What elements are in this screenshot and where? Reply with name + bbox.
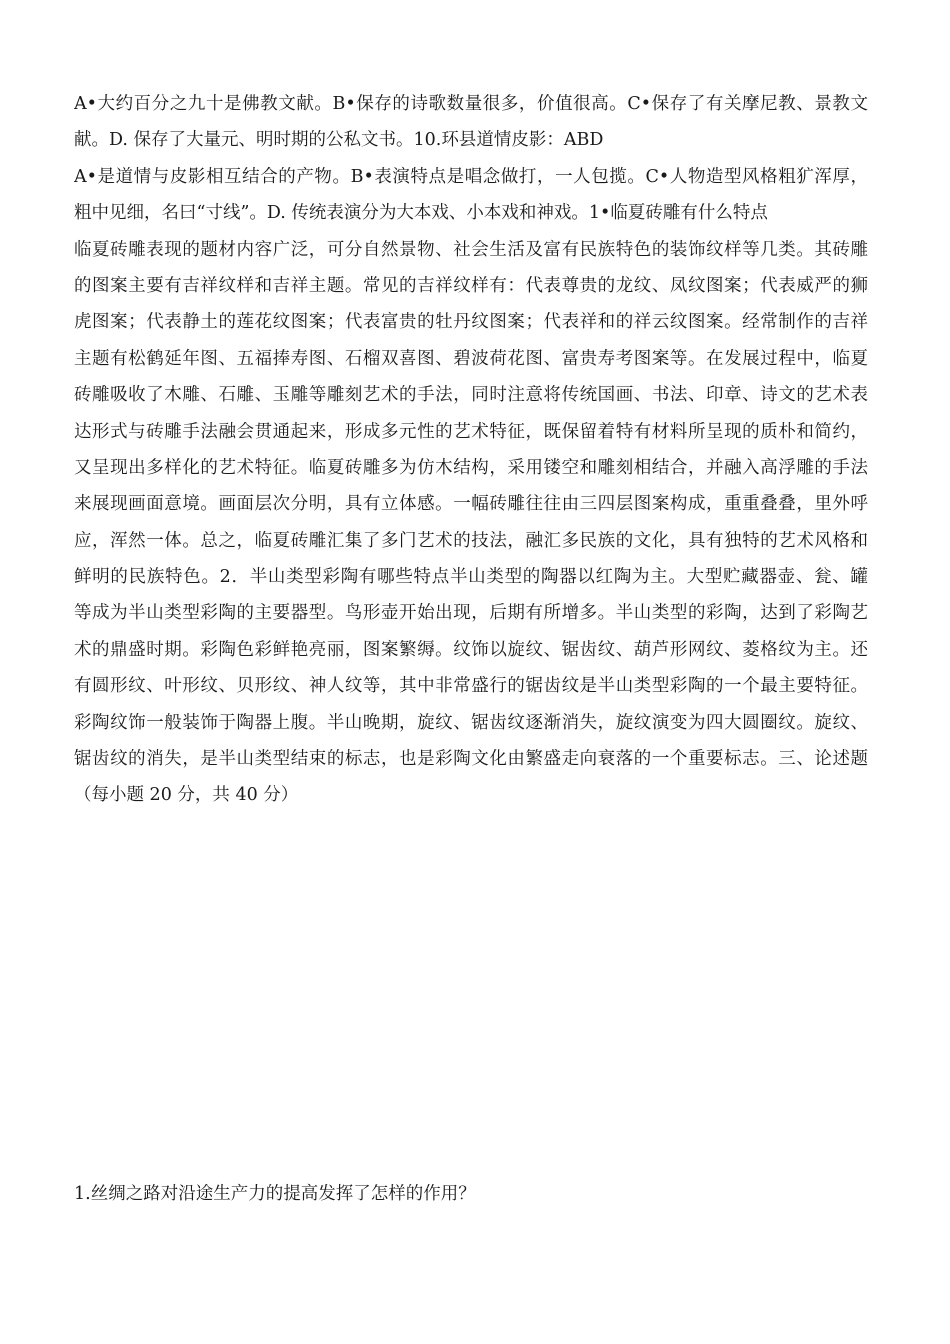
text-line: 虎图案；代表静土的莲花纹图案；代表富贵的牡丹纹图案；代表祥和的祥云纹图案。经常制作的吉祥 <box>74 312 868 333</box>
text-line: 术的鼎盛时期。彩陶色彩鲜艳亮丽，图案繁缛。纹饰以旋纹、锯齿纹、葫芦形网纹、菱格纹为主。还 <box>74 639 868 660</box>
essay-question: 1.丝绸之路对沿途生产力的提高发挥了怎样的作用？ <box>74 1184 476 1204</box>
text-line: 献。D. 保存了大量元、明时期的公私文书。10.环县道情皮影：ABD <box>74 130 604 151</box>
text-line: 粗中见细，名曰“寸线”。D. 传统表演分为大本戏、小本戏和神戏。1•临夏砖雕有什么特点 <box>74 203 768 224</box>
text-line: 临夏砖雕表现的题材内容广泛，可分自然景物、社会生活及富有民族特色的装饰纹样等几类。其砖雕 <box>74 239 868 260</box>
text-line: 又呈现出多样化的艺术特征。临夏砖雕多为仿木结构，采用镂空和雕刻相结合，并融入高浮雕的手法 <box>74 457 868 478</box>
text-line: 的图案主要有吉祥纹样和吉祥主题。常见的吉祥纹样有：代表尊贵的龙纹、凤纹图案；代表威严的狮 <box>74 275 868 296</box>
text-line: 彩陶纹饰一般装饰于陶器上腹。半山晚期，旋纹、锯齿纹逐渐消失，旋纹演变为四大圆圈纹。旋纹、 <box>74 712 868 733</box>
answer-text-block <box>74 86 868 814</box>
text-line: 来展现画面意境。画面层次分明，具有立体感。一幅砖雕往往由三四层图案构成，重重叠叠，里外呼 <box>74 494 868 515</box>
text-line: 达形式与砖雕手法融会贯通起来，形成多元性的艺术特征，既保留着特有材料所呈现的质朴和简约， <box>74 421 868 442</box>
text-line: A•大约百分之九十是佛教文献。B•保存的诗歌数量很多，价值很高。C•保存了有关摩尼教、景教文 <box>74 94 868 114</box>
text-line: A•是道情与皮影相互结合的产物。B•表演特点是唱念做打，一人包揽。C•人物造型风格粗犷浑厚， <box>74 166 868 187</box>
text-line: 等成为半山类型彩陶的主要器型。鸟形壶开始出现，后期有所增多。半山类型的彩陶，达到了彩陶艺 <box>74 603 868 624</box>
text-line: 主题有松鹤延年图、五福捧寿图、石榴双喜图、碧波荷花图、富贵寿考图案等。在发展过程中，临夏 <box>74 348 868 369</box>
text-line: 有圆形纹、叶形纹、贝形纹、神人纹等，其中非常盛行的锯齿纹是半山类型彩陶的一个最主要特征。 <box>74 676 868 697</box>
text-line: 锯齿纹的消失，是半山类型结束的标志，也是彩陶文化由繁盛走向衰落的一个重要标志。三、论述题 <box>74 749 868 770</box>
text-line: 砖雕吸收了木雕、石雕、玉雕等雕刻艺术的手法，同时注意将传统国画、书法、印章、诗文的艺术表 <box>74 385 868 406</box>
text-line: 应，浑然一体。总之，临夏砖雕汇集了多门艺术的技法，融汇多民族的文化，具有独特的艺术风格和 <box>74 530 868 551</box>
text-line: （每小题 20 分，共 40 分） <box>74 785 299 806</box>
text-line: 鲜明的民族特色。2．半山类型彩陶有哪些特点半山类型的陶器以红陶为主。大型贮藏器壶、瓮、罐 <box>74 567 868 588</box>
